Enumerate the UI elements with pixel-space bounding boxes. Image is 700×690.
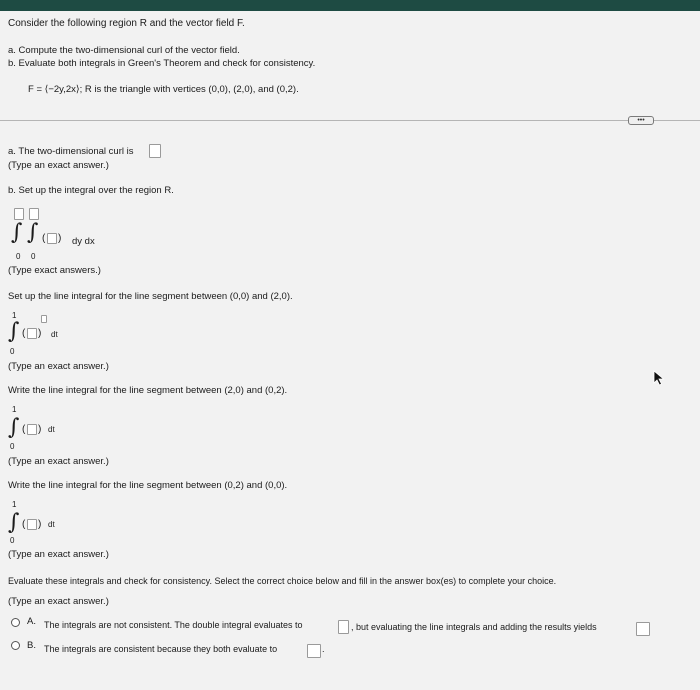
region-differential: dy dx xyxy=(72,236,95,247)
segment2-integral-sign: ∫ xyxy=(8,415,20,440)
top-bar xyxy=(0,0,700,11)
choice-b-text-before: The integrals are consistent because they both evaluate to xyxy=(44,644,278,654)
region-hint: (Type exact answers.) xyxy=(8,265,101,276)
region-integral-prompt: b. Set up the integral over the region R. xyxy=(8,185,174,196)
section-divider xyxy=(0,120,700,121)
choice-b-radio[interactable] xyxy=(11,641,20,650)
segment3-upper-limit: 1 xyxy=(12,500,17,509)
choice-b-answer-box[interactable] xyxy=(307,644,321,658)
segment2-open-paren: ( xyxy=(22,424,26,435)
choice-a-letter: A. xyxy=(27,616,36,627)
segment1-open-paren: ( xyxy=(22,328,26,339)
inner-lower-limit: 0 xyxy=(31,252,36,261)
choice-b-text-after: . xyxy=(322,644,325,654)
segment2-upper-limit: 1 xyxy=(12,405,17,414)
segment3-lower-limit: 0 xyxy=(10,536,15,545)
segment3-differential: dt xyxy=(48,520,55,529)
evaluate-hint: (Type an exact answer.) xyxy=(8,596,109,607)
segment1-lower-limit: 0 xyxy=(10,347,15,356)
choice-a-line-integral-box[interactable] xyxy=(636,622,650,636)
more-options-button[interactable]: ••• xyxy=(628,116,654,125)
vector-field-definition: F = ⟨−2y,2x⟩; R is the triangle with vertices (0,0), (2,0), and (0,2). xyxy=(28,84,299,95)
segment2-integrand-box[interactable] xyxy=(27,424,37,435)
segment2-prompt: Write the line integral for the line segment between (2,0) and (0,2). xyxy=(8,385,288,396)
curl-prompt: a. The two-dimensional curl is xyxy=(8,146,134,157)
segment3-open-paren: ( xyxy=(22,519,26,530)
outer-integral-sign: ∫ xyxy=(11,220,23,245)
segment3-integrand-box[interactable] xyxy=(27,519,37,530)
segment3-close-paren: ) xyxy=(38,519,42,530)
outer-lower-limit: 0 xyxy=(16,252,21,261)
mouse-cursor-icon xyxy=(652,370,666,386)
choice-b-letter: B. xyxy=(27,640,36,651)
segment1-upper-limit: 1 xyxy=(12,311,17,320)
segment2-hint: (Type an exact answer.) xyxy=(8,456,109,467)
curl-answer-box[interactable] xyxy=(149,144,161,158)
segment2-differential: dt xyxy=(48,425,55,434)
segment3-integral-sign: ∫ xyxy=(8,510,20,535)
segment2-lower-limit: 0 xyxy=(10,442,15,451)
inner-integral-sign: ∫ xyxy=(27,220,39,245)
segment1-hint: (Type an exact answer.) xyxy=(8,361,109,372)
segment1-differential: dt xyxy=(51,330,58,339)
problem-intro: Consider the following region R and the vector field F. xyxy=(8,18,245,29)
choice-a-text-before: The integrals are not consistent. The double integral evaluates to xyxy=(44,620,303,630)
segment1-integral-sign: ∫ xyxy=(8,319,20,344)
segment2-close-paren: ) xyxy=(38,424,42,435)
segment1-derivative-box[interactable] xyxy=(41,315,47,323)
problem-part-a: a. Compute the two-dimensional curl of the vector field. xyxy=(8,45,240,56)
inner-upper-limit-box[interactable] xyxy=(29,208,39,220)
segment1-integrand-box[interactable] xyxy=(27,328,37,339)
problem-part-b: b. Evaluate both integrals in Green's Theorem and check for consistency. xyxy=(8,58,316,69)
region-integrand-box[interactable] xyxy=(47,233,57,244)
outer-upper-limit-box[interactable] xyxy=(14,208,24,220)
integrand-close-paren: ) xyxy=(58,233,62,244)
segment3-hint: (Type an exact answer.) xyxy=(8,549,109,560)
choice-a-radio[interactable] xyxy=(11,618,20,627)
curl-hint: (Type an exact answer.) xyxy=(8,160,109,171)
evaluate-prompt: Evaluate these integrals and check for consistency. Select the correct choice below and fill in the answer box(es) to complete your choice. xyxy=(8,576,557,586)
segment3-prompt: Write the line integral for the line segment between (0,2) and (0,0). xyxy=(8,480,288,491)
choice-a-text-after: , but evaluating the line integrals and adding the results yields xyxy=(351,622,597,632)
integrand-open-paren: ( xyxy=(42,233,46,244)
choice-a-double-integral-box[interactable] xyxy=(338,620,349,634)
segment1-prompt: Set up the line integral for the line segment between (0,0) and (2,0). xyxy=(8,291,293,302)
segment1-close-paren: ) xyxy=(38,328,42,339)
